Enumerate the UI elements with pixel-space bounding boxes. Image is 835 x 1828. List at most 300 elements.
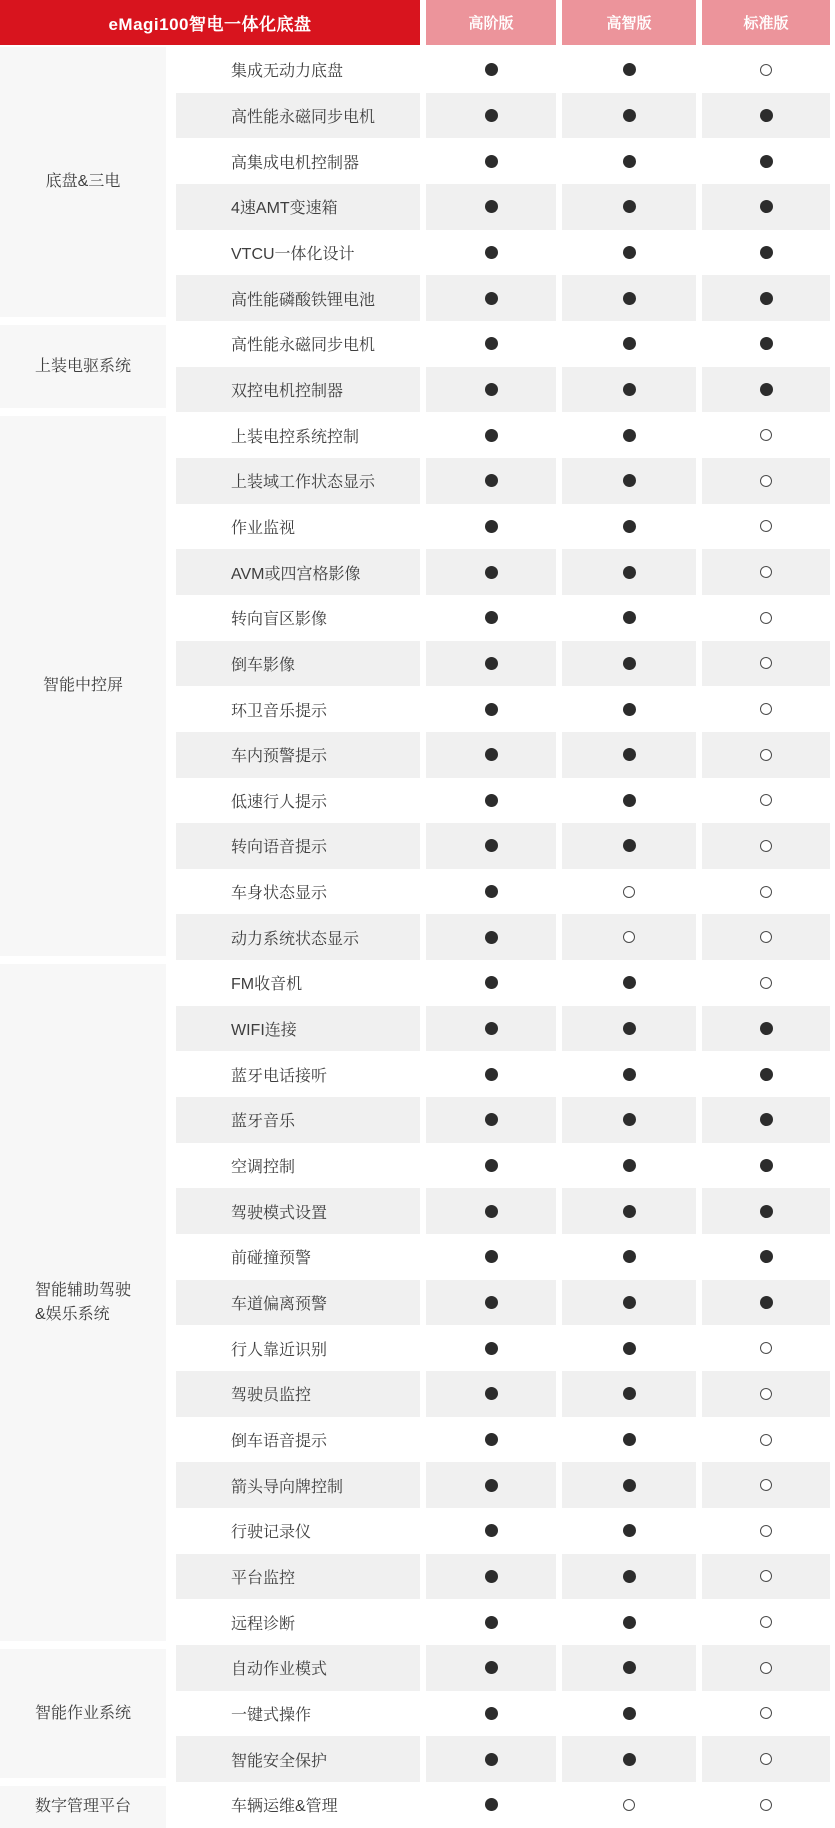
feature-row <box>176 1645 835 1691</box>
filled-circle-icon <box>623 1342 636 1355</box>
availability-cell <box>562 1554 696 1600</box>
availability-cell <box>702 1280 830 1326</box>
feature-label: WIFI连接 <box>176 1006 420 1052</box>
filled-circle-icon <box>623 292 636 305</box>
availability-cell <box>702 595 830 641</box>
filled-circle-icon <box>760 383 773 396</box>
feature-label: 蓝牙音乐 <box>176 1097 420 1143</box>
availability-cell <box>702 93 830 139</box>
open-circle-icon <box>760 840 772 852</box>
filled-circle-icon <box>485 1250 498 1263</box>
open-circle-icon <box>760 703 772 715</box>
availability-cell <box>562 1371 696 1417</box>
availability-cell <box>562 1782 696 1828</box>
table-header <box>0 0 835 45</box>
availability-cell <box>562 732 696 778</box>
rows-area <box>176 47 835 1828</box>
availability-cell <box>562 458 696 504</box>
availability-cell <box>426 1554 556 1600</box>
open-circle-icon <box>760 886 772 898</box>
availability-cell <box>426 1188 556 1234</box>
open-circle-icon <box>623 886 635 898</box>
feature-row <box>176 1462 835 1508</box>
availability-cell <box>562 1645 696 1691</box>
availability-cell <box>426 686 556 732</box>
feature-row <box>176 138 835 184</box>
feature-label: 智能安全保护 <box>176 1736 420 1782</box>
availability-cell <box>562 686 696 732</box>
availability-cell <box>426 869 556 915</box>
filled-circle-icon <box>623 383 636 396</box>
open-circle-icon <box>760 566 772 578</box>
open-circle-icon <box>760 1662 772 1674</box>
filled-circle-icon <box>760 1250 773 1263</box>
feature-row <box>176 1371 835 1417</box>
availability-cell <box>702 1508 830 1554</box>
open-circle-icon <box>760 1342 772 1354</box>
filled-circle-icon <box>485 794 498 807</box>
availability-cell <box>562 595 696 641</box>
open-circle-icon <box>760 1434 772 1446</box>
availability-cell <box>426 93 556 139</box>
availability-cell <box>562 823 696 869</box>
open-circle-icon <box>760 64 772 76</box>
filled-circle-icon <box>485 931 498 944</box>
availability-cell <box>702 960 830 1006</box>
feature-label: 低速行人提示 <box>231 793 328 811</box>
filled-circle-icon <box>623 1250 636 1263</box>
filled-circle-icon <box>485 1205 498 1218</box>
feature-row <box>176 1143 835 1189</box>
availability-cell <box>702 1325 830 1371</box>
availability-cell <box>562 549 696 595</box>
availability-cell <box>562 1508 696 1554</box>
feature-label: 一键式操作 <box>231 1706 312 1724</box>
category-column <box>0 47 166 1828</box>
version-header-standard: 标准版 <box>702 0 830 45</box>
availability-cell <box>562 412 696 458</box>
feature-label: 上装域工作状态显示 <box>176 458 420 504</box>
filled-circle-icon <box>485 1479 498 1492</box>
feature-row <box>176 1325 835 1371</box>
filled-circle-icon <box>485 885 498 898</box>
feature-row <box>176 1599 835 1645</box>
filled-circle-icon <box>760 1113 773 1126</box>
filled-circle-icon <box>623 155 636 168</box>
filled-circle-icon <box>623 1479 636 1492</box>
filled-circle-icon <box>623 1524 636 1537</box>
feature-label: 车辆运维&管理 <box>231 1798 338 1816</box>
filled-circle-icon <box>485 1387 498 1400</box>
filled-circle-icon <box>623 839 636 852</box>
feature-row <box>176 93 835 139</box>
availability-cell <box>426 1691 556 1737</box>
availability-cell <box>702 184 830 230</box>
filled-circle-icon <box>485 155 498 168</box>
availability-cell <box>562 230 696 276</box>
filled-circle-icon <box>485 383 498 396</box>
filled-circle-icon <box>623 1707 636 1720</box>
feature-row <box>176 1782 835 1828</box>
availability-cell <box>702 367 830 413</box>
filled-circle-icon <box>485 566 498 579</box>
feature-row <box>176 1006 835 1052</box>
availability-cell <box>562 914 696 960</box>
availability-cell <box>426 275 556 321</box>
feature-row <box>176 960 835 1006</box>
filled-circle-icon <box>623 748 636 761</box>
filled-circle-icon <box>623 1068 636 1081</box>
open-circle-icon <box>760 520 772 532</box>
availability-cell <box>562 321 696 367</box>
availability-cell <box>426 914 556 960</box>
feature-row <box>176 367 835 413</box>
availability-cell <box>702 732 830 778</box>
feature-row <box>176 732 835 778</box>
filled-circle-icon <box>623 246 636 259</box>
availability-cell <box>562 184 696 230</box>
availability-cell <box>562 1188 696 1234</box>
filled-circle-icon <box>623 109 636 122</box>
category-cell <box>0 1782 166 1828</box>
feature-label: 环卫音乐提示 <box>231 702 328 720</box>
filled-circle-icon <box>485 1798 498 1811</box>
availability-cell <box>562 1234 696 1280</box>
filled-circle-icon <box>485 63 498 76</box>
feature-row <box>176 869 835 915</box>
open-circle-icon <box>760 794 772 806</box>
availability-cell <box>702 1006 830 1052</box>
availability-cell <box>562 1417 696 1463</box>
availability-cell <box>562 1051 696 1097</box>
filled-circle-icon <box>623 1205 636 1218</box>
filled-circle-icon <box>485 337 498 350</box>
category-cell <box>0 321 166 412</box>
feature-row <box>176 412 835 458</box>
filled-circle-icon <box>623 337 636 350</box>
feature-row <box>176 1097 835 1143</box>
availability-cell <box>702 641 830 687</box>
feature-label: 上装电控系统控制 <box>231 428 360 446</box>
availability-cell <box>702 458 830 504</box>
filled-circle-icon <box>485 292 498 305</box>
open-circle-icon <box>760 657 772 669</box>
availability-cell <box>702 1462 830 1508</box>
category-label: 数字管理平台 <box>34 1798 131 1816</box>
availability-cell <box>702 869 830 915</box>
open-circle-icon <box>760 429 772 441</box>
feature-row <box>176 778 835 824</box>
filled-circle-icon <box>760 1159 773 1172</box>
filled-circle-icon <box>760 1068 773 1081</box>
filled-circle-icon <box>485 839 498 852</box>
availability-cell <box>562 93 696 139</box>
filled-circle-icon <box>485 520 498 533</box>
filled-circle-icon <box>623 1570 636 1583</box>
feature-label: 前碰撞预警 <box>231 1250 312 1268</box>
availability-cell <box>562 1006 696 1052</box>
availability-cell <box>426 184 556 230</box>
category-cell <box>0 412 166 960</box>
open-circle-icon <box>760 749 772 761</box>
availability-cell <box>426 1325 556 1371</box>
category-cell <box>0 47 166 321</box>
availability-cell <box>562 367 696 413</box>
filled-circle-icon <box>485 976 498 989</box>
feature-label: VTCU一体化设计 <box>231 245 355 263</box>
feature-label: 转向语音提示 <box>176 823 420 869</box>
filled-circle-icon <box>485 1570 498 1583</box>
category-label: 智能中控屏 <box>42 677 123 695</box>
feature-row <box>176 686 835 732</box>
availability-cell <box>562 1143 696 1189</box>
filled-circle-icon <box>760 200 773 213</box>
filled-circle-icon <box>485 474 498 487</box>
category-label: 底盘&三电 <box>45 173 121 190</box>
filled-circle-icon <box>485 1342 498 1355</box>
open-circle-icon <box>760 1753 772 1765</box>
availability-cell <box>562 1462 696 1508</box>
availability-cell <box>562 275 696 321</box>
availability-cell <box>562 869 696 915</box>
availability-cell <box>702 1782 830 1828</box>
filled-circle-icon <box>485 748 498 761</box>
filled-circle-icon <box>485 1661 498 1674</box>
filled-circle-icon <box>485 1753 498 1766</box>
filled-circle-icon <box>623 63 636 76</box>
availability-cell <box>702 275 830 321</box>
availability-cell <box>426 1599 556 1645</box>
filled-circle-icon <box>623 1296 636 1309</box>
availability-cell <box>426 138 556 184</box>
filled-circle-icon <box>760 292 773 305</box>
filled-circle-icon <box>623 1753 636 1766</box>
availability-cell <box>562 47 696 93</box>
filled-circle-icon <box>485 1113 498 1126</box>
availability-cell <box>426 732 556 778</box>
filled-circle-icon <box>760 337 773 350</box>
category-cell <box>0 1645 166 1782</box>
feature-row <box>176 1736 835 1782</box>
filled-circle-icon <box>760 1296 773 1309</box>
availability-cell <box>702 1736 830 1782</box>
feature-label: 车身状态显示 <box>231 885 328 903</box>
availability-cell <box>426 412 556 458</box>
feature-label: 倒车影像 <box>176 641 420 687</box>
availability-cell <box>702 1645 830 1691</box>
open-circle-icon <box>760 1570 772 1582</box>
feature-label: 自动作业模式 <box>176 1645 420 1691</box>
availability-cell <box>426 549 556 595</box>
feature-row <box>176 321 835 367</box>
feature-row <box>176 641 835 687</box>
availability-cell <box>702 1143 830 1189</box>
availability-cell <box>702 1371 830 1417</box>
filled-circle-icon <box>623 611 636 624</box>
filled-circle-icon <box>485 1068 498 1081</box>
version-header-smart: 高智版 <box>562 0 696 45</box>
open-circle-icon <box>760 612 772 624</box>
feature-row <box>176 1417 835 1463</box>
filled-circle-icon <box>760 155 773 168</box>
filled-circle-icon <box>485 429 498 442</box>
feature-label: 高性能永磁同步电机 <box>231 337 376 355</box>
open-circle-icon <box>760 1799 772 1811</box>
feature-label: 4速AMT变速箱 <box>176 184 420 230</box>
filled-circle-icon <box>485 703 498 716</box>
category-label: 智能作业系统 <box>34 1704 131 1722</box>
feature-label: 平台监控 <box>176 1554 420 1600</box>
feature-row <box>176 823 835 869</box>
availability-cell <box>426 367 556 413</box>
availability-cell <box>562 641 696 687</box>
filled-circle-icon <box>623 976 636 989</box>
category-cell <box>0 960 166 1645</box>
filled-circle-icon <box>485 1159 498 1172</box>
availability-cell <box>426 823 556 869</box>
feature-row <box>176 549 835 595</box>
feature-label: 高性能磷酸铁锂电池 <box>176 275 420 321</box>
availability-cell <box>702 914 830 960</box>
feature-label: 行人靠近识别 <box>231 1341 328 1359</box>
filled-circle-icon <box>623 1113 636 1126</box>
open-circle-icon <box>760 977 772 989</box>
availability-cell <box>426 1508 556 1554</box>
open-circle-icon <box>760 1479 772 1491</box>
filled-circle-icon <box>485 657 498 670</box>
feature-row <box>176 275 835 321</box>
feature-label: 高性能永磁同步电机 <box>176 93 420 139</box>
open-circle-icon <box>623 1799 635 1811</box>
feature-row <box>176 1508 835 1554</box>
feature-label: FM收音机 <box>231 976 303 994</box>
feature-label: 空调控制 <box>231 1159 296 1177</box>
feature-label: 倒车语音提示 <box>231 1433 328 1451</box>
availability-cell <box>702 549 830 595</box>
feature-label: 蓝牙电话接听 <box>231 1067 328 1085</box>
availability-cell <box>426 504 556 550</box>
feature-label: 远程诊断 <box>231 1615 296 1633</box>
availability-cell <box>426 641 556 687</box>
feature-row <box>176 1554 835 1600</box>
feature-row <box>176 47 835 93</box>
filled-circle-icon <box>485 611 498 624</box>
feature-label: 行驶记录仪 <box>231 1524 312 1542</box>
availability-cell <box>562 960 696 1006</box>
feature-label: 作业监视 <box>231 519 296 537</box>
availability-cell <box>702 1097 830 1143</box>
open-circle-icon <box>760 931 772 943</box>
category-label: 上装电驱系统 <box>34 357 131 375</box>
availability-cell <box>426 1280 556 1326</box>
filled-circle-icon <box>485 246 498 259</box>
filled-circle-icon <box>623 520 636 533</box>
availability-cell <box>426 960 556 1006</box>
filled-circle-icon <box>485 1524 498 1537</box>
availability-cell <box>702 504 830 550</box>
feature-row <box>176 1280 835 1326</box>
filled-circle-icon <box>485 1022 498 1035</box>
feature-label: 驾驶员监控 <box>176 1371 420 1417</box>
availability-cell <box>426 321 556 367</box>
availability-cell <box>426 1006 556 1052</box>
filled-circle-icon <box>623 1616 636 1629</box>
availability-cell <box>426 1462 556 1508</box>
availability-cell <box>702 1599 830 1645</box>
availability-cell <box>562 1691 696 1737</box>
availability-cell <box>426 458 556 504</box>
feature-label: 动力系统状态显示 <box>176 914 420 960</box>
availability-cell <box>426 778 556 824</box>
availability-cell <box>702 1188 830 1234</box>
filled-circle-icon <box>760 246 773 259</box>
filled-circle-icon <box>623 1022 636 1035</box>
availability-cell <box>426 1143 556 1189</box>
filled-circle-icon <box>623 200 636 213</box>
feature-row <box>176 1691 835 1737</box>
availability-cell <box>426 1645 556 1691</box>
availability-cell <box>702 778 830 824</box>
open-circle-icon <box>760 1388 772 1400</box>
availability-cell <box>702 1417 830 1463</box>
availability-cell <box>562 778 696 824</box>
availability-cell <box>702 823 830 869</box>
filled-circle-icon <box>623 794 636 807</box>
feature-label: 转向盲区影像 <box>231 611 328 629</box>
feature-label: AVM或四宫格影像 <box>176 549 420 595</box>
feature-label: 车道偏离预警 <box>176 1280 420 1326</box>
filled-circle-icon <box>623 474 636 487</box>
filled-circle-icon <box>485 1707 498 1720</box>
availability-cell <box>426 1417 556 1463</box>
availability-cell <box>562 1097 696 1143</box>
filled-circle-icon <box>623 1661 636 1674</box>
feature-label: 双控电机控制器 <box>176 367 420 413</box>
availability-cell <box>702 1051 830 1097</box>
availability-cell <box>702 47 830 93</box>
availability-cell <box>702 412 830 458</box>
open-circle-icon <box>623 931 635 943</box>
filled-circle-icon <box>623 1387 636 1400</box>
availability-cell <box>702 686 830 732</box>
availability-cell <box>562 504 696 550</box>
availability-cell <box>426 1234 556 1280</box>
feature-label: 集成无动力底盘 <box>231 63 344 81</box>
availability-cell <box>702 1691 830 1737</box>
open-circle-icon <box>760 1525 772 1537</box>
filled-circle-icon <box>760 1205 773 1218</box>
filled-circle-icon <box>760 109 773 122</box>
filled-circle-icon <box>623 703 636 716</box>
feature-row <box>176 504 835 550</box>
availability-cell <box>702 230 830 276</box>
availability-cell <box>562 138 696 184</box>
filled-circle-icon <box>485 1296 498 1309</box>
feature-row <box>176 914 835 960</box>
availability-cell <box>702 138 830 184</box>
availability-cell <box>426 47 556 93</box>
filled-circle-icon <box>485 200 498 213</box>
filled-circle-icon <box>485 109 498 122</box>
table-title: eMagi100智电一体化底盘 <box>0 0 420 45</box>
feature-label: 箭头导向牌控制 <box>176 1462 420 1508</box>
feature-row <box>176 230 835 276</box>
filled-circle-icon <box>623 1433 636 1446</box>
availability-cell <box>562 1599 696 1645</box>
open-circle-icon <box>760 1707 772 1719</box>
table-body <box>0 47 835 1828</box>
open-circle-icon <box>760 1616 772 1628</box>
